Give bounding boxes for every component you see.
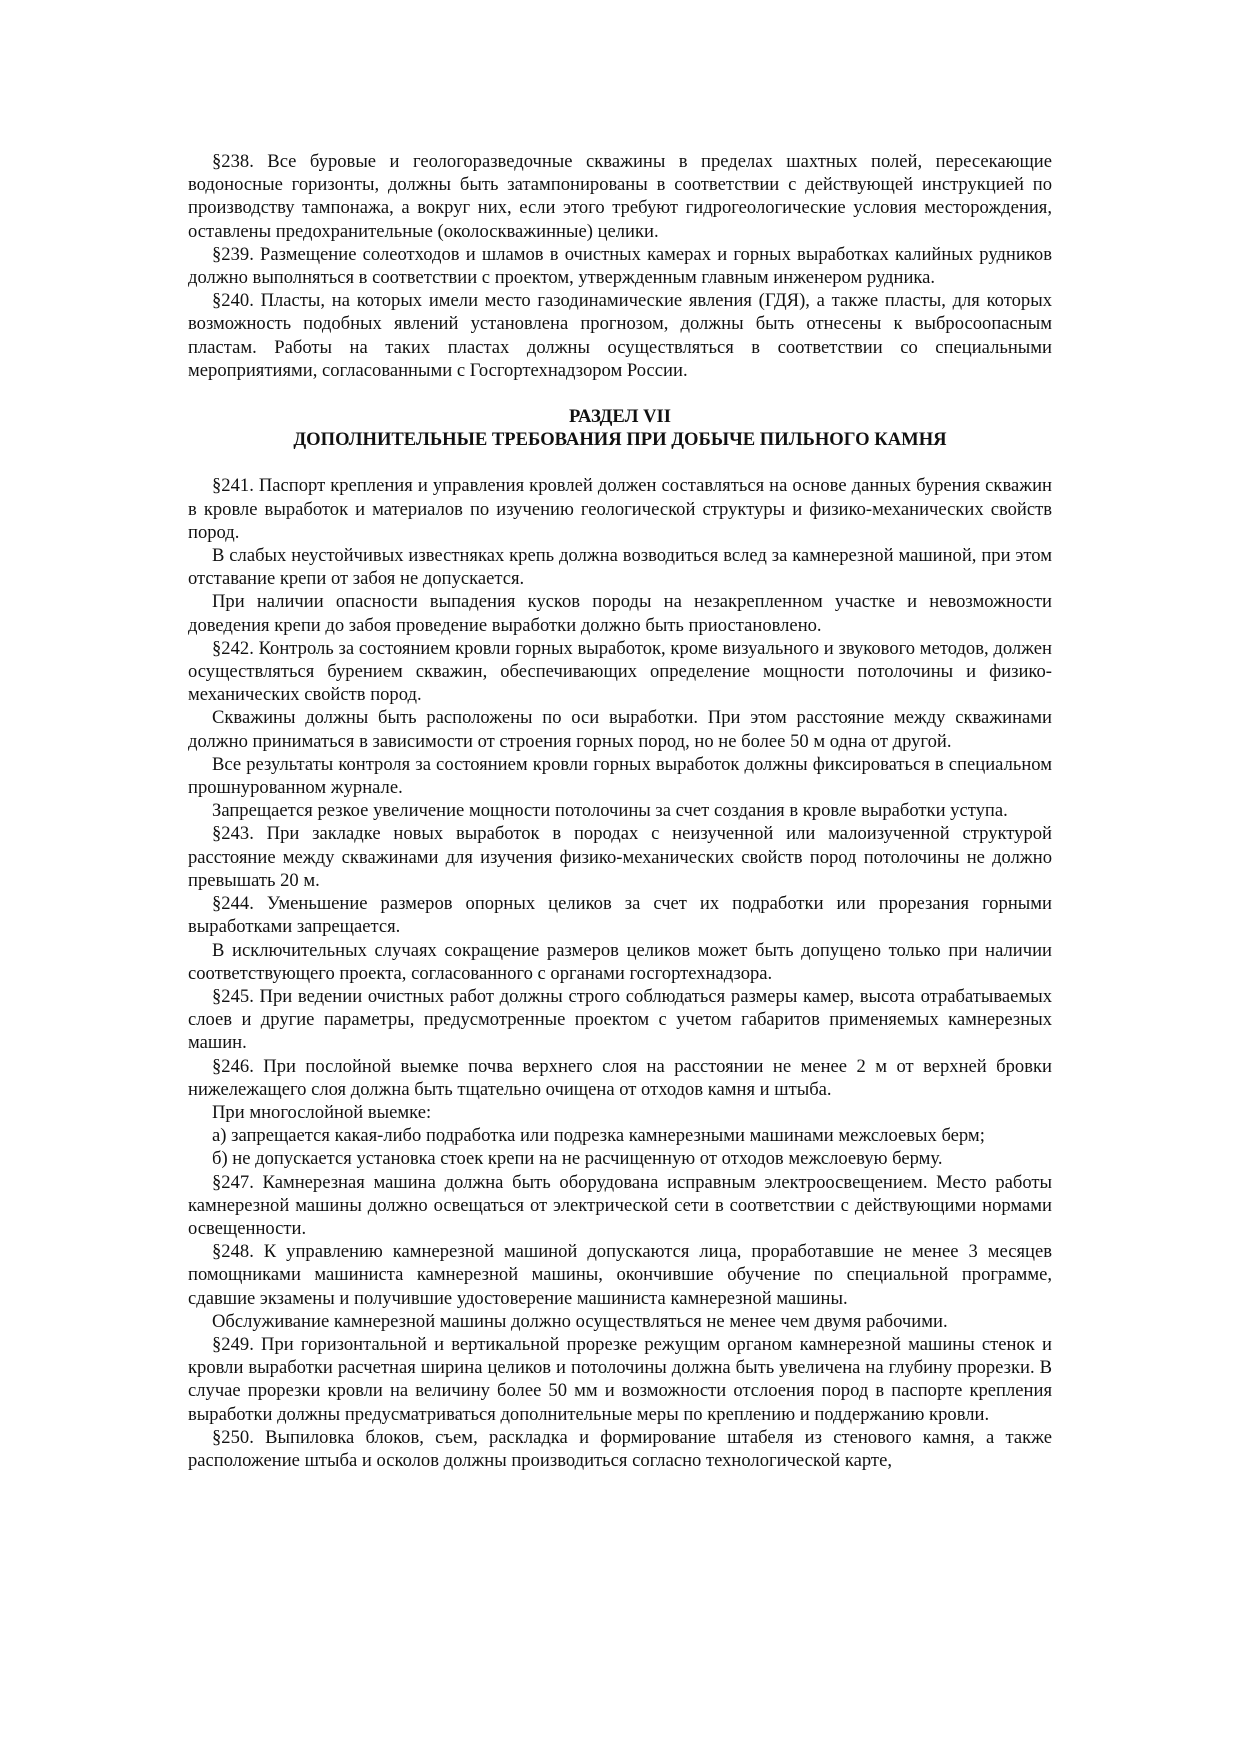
paragraph: Скважины должны быть расположены по оси выработки. При этом расстояние между скважинами должно приниматься в зависимости от строения горных пород, но не более 50 м одна от другой. — [188, 707, 1052, 752]
list-item-b: б) не допускается установка стоек крепи на не расчищенную от отходов межслоевую берму. — [212, 1148, 943, 1170]
paragraph-246: §246. При послойной выемке почва верхнего слоя на расстоянии не менее 2 м от верхней бровки нижележащего слоя должна быть тщательно очищена от отходов камня и штыба. — [188, 1055, 1052, 1100]
document-page — [188, 150, 1052, 1472]
paragraph: Запрещается резкое увеличение мощности потолочины за счет создания в кровле выработки уступа. — [212, 800, 1008, 822]
section-number: РАЗДЕЛ VII — [569, 406, 671, 428]
paragraph-239: §239. Размещение солеотходов и шламов в очистных камерах и горных выработках калийных рудников должно выполняться в соответствии с проектом, утвержденным главным инженером рудника. — [188, 243, 1052, 289]
paragraph-248: §248. К управлению камнерезной машиной допускаются лица, проработавшие не менее 3 месяцев помощниками машиниста камнерезной машины, окончившие обучение по специальной программе, сдавшие экзамены и получившие удостоверение машиниста камнерезной машины. — [188, 1241, 1052, 1309]
paragraph-247: §247. Камнерезная машина должна быть оборудована исправным электроосвещением. Место работы камнерезной машины должно освещаться от электрической сети в соответствии с действующими нормами освещенности. — [188, 1171, 1052, 1239]
paragraph-243: §243. При закладке новых выработок в породах с неизученной или малоизученной структурой расстояние между скважинами для изучения физико-механических свойств пород потолочины не должно превышать 20 м. — [188, 823, 1052, 891]
paragraph: При наличии опасности выпадения кусков породы на незакрепленном участке и невозможности доведения крепи до забоя проведение выработки должно быть приостановлено. — [188, 591, 1052, 636]
spacer — [188, 451, 1052, 474]
paragraph-244: §244. Уменьшение размеров опорных целиков за счет их подработки или прорезания горными выработками запрещается. — [188, 893, 1052, 938]
section-title: ДОПОЛНИТЕЛЬНЫЕ ТРЕБОВАНИЯ ПРИ ДОБЫЧЕ ПИЛЬНОГО КАМНЯ — [293, 429, 947, 451]
paragraph: Все результаты контроля за состоянием кровли горных выработок должны фиксироваться в специальном прошнурованном журнале. — [188, 753, 1052, 799]
paragraph-240: §240. Пласты, на которых имели место газодинамические явления (ГДЯ), а также пласты, для которых возможность подобных явлений установлена прогнозом, должны быть отнесены к выбросоопасным пластам. Работы на таких пластах должны осуществляться в соответствии со специальными мероприятиями, согласованными с Госгортехнадзором России. — [188, 290, 1052, 381]
paragraph: При многослойной выемке: — [212, 1101, 432, 1123]
paragraph-238: §238. Все буровые и геологоразведочные скважины в пределах шахтных полей, пересекающие водоносные горизонты, должны быть затампонированы в соответствии с действующей инструкцией по производству тампонажа, а вокруг них, если этого требуют гидрогеологические условия месторождения, оставлены предохранительные (околоскважинные) целики. — [188, 151, 1052, 242]
paragraph-242: §242. Контроль за состоянием кровли горных выработок, кроме визуального и звукового методов, должен осуществляться бурением скважин, обеспечивающих определение мощности потолочины и физико-механических свойств пород. — [188, 637, 1052, 706]
paragraph: Обслуживание камнерезной машины должно осуществляться не менее чем двумя рабочими. — [212, 1310, 948, 1332]
list-item-a: а) запрещается какая-либо подработка или подрезка камнерезными машинами межслоевых берм; — [212, 1125, 985, 1147]
paragraph-249: §249. При горизонтальной и вертикальной прорезке режущим органом камнерезной машины стенок и кровли выработки расчетная ширина целиков и потолочины должна быть увеличена на глубину прорезки. В случае прорезки кровли на величину более 50 мм и возможности отслоения пород в паспорте крепления выработки должны предусматриваться дополнительные меры по креплению и поддержанию кровли. — [188, 1333, 1052, 1425]
paragraph: В исключительных случаях сокращение размеров целиков может быть допущено только при наличии соответствующего проекта, согласованного с органами госгортехнадзора. — [188, 939, 1052, 984]
paragraph-245: §245. При ведении очистных работ должны строго соблюдаться размеры камер, высота отрабатываемых слоев и другие параметры, предусмотренные проектом с учетом габаритов применяемых камнерезных машин. — [188, 985, 1052, 1054]
paragraph: В слабых неустойчивых известняках крепь должна возводиться вслед за камнерезной машиной, при этом отставание крепи от забоя не допускается. — [188, 545, 1052, 590]
paragraph-241: §241. Паспорт крепления и управления кровлей должен составляться на основе данных бурения скважин в кровле выработок и материалов по изучению геологической структуры и физико-механических свойств пород. — [188, 475, 1052, 543]
paragraph-250: §250. Выпиловка блоков, съем, раскладка и формирование штабеля из стенового камня, а также расположение штыба и осколов должны производиться согласно технологической карте, — [188, 1426, 1052, 1471]
spacer — [188, 382, 1052, 405]
